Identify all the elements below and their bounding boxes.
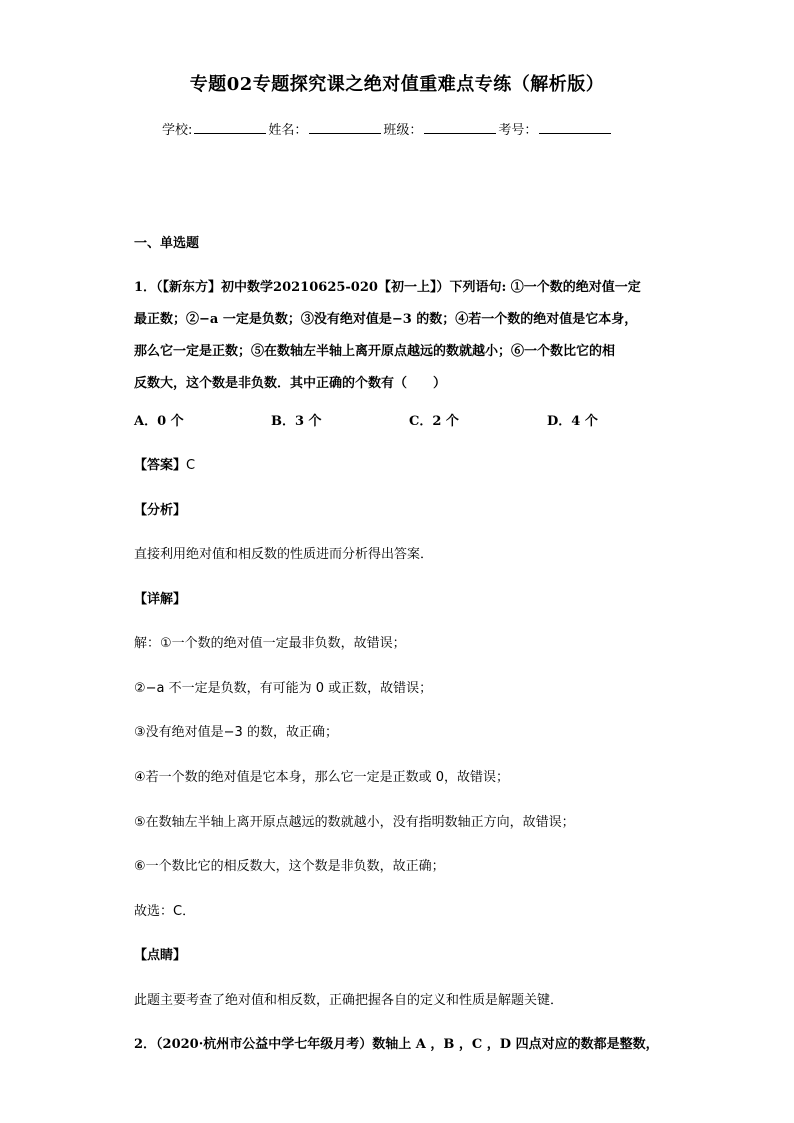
analysis-tag: 【分析】 — [134, 503, 187, 518]
question-1-line-1: 1．（【新东方】初中数学20210625-020【初一上】）下列语句: ①一个数的绝对值一定 — [134, 280, 641, 295]
detail-line: ②−a 不一定是负数，有可能为 0 或正数，故错误； — [134, 681, 433, 696]
question-2: 2．（2020·杭州市公益中学七年级月考）数轴上 A ，B ，C ，D 四点对应的数都是整数， — [134, 1037, 659, 1052]
question-1 — [134, 272, 674, 400]
document-title: 专题02专题探究课之绝对值重难点专练（解析版） — [189, 74, 605, 95]
student-info-line — [162, 119, 613, 138]
school-blank[interactable] — [194, 119, 266, 134]
detail-line: ⑤在数轴左半轴上离开原点越远的数就越小，没有指明数轴正方向，故错误； — [134, 815, 575, 830]
name-label: 姓名： — [268, 123, 308, 138]
class-blank[interactable] — [424, 119, 496, 134]
comment-text: 此题主要考查了绝对值和相反数，正确把握各自的定义和性质是解题关键． — [134, 993, 564, 1008]
option-b[interactable]: B．3 个 — [271, 414, 322, 429]
section-heading: 一、单选题 — [134, 236, 200, 251]
school-label: 学校: — [162, 123, 193, 138]
detail-line: 故选：C． — [134, 904, 196, 919]
exam-no-label: 考号： — [498, 123, 538, 138]
analysis-text: 直接利用绝对值和相反数的性质进而分析得出答案． — [134, 547, 434, 562]
detail-line: ⑥一个数比它的相反数大，这个数是非负数，故正确； — [134, 859, 445, 874]
question-1-line-4: 反数大，这个数是非负数．其中正确的个数有（ ） — [134, 376, 447, 391]
answer-line — [134, 454, 195, 473]
detail-line: ④若一个数的绝对值是它本身，那么它一定是正数或 0，故错误； — [134, 770, 510, 785]
option-a[interactable]: A．0 个 — [134, 414, 184, 429]
question-1-line-2: 最正数；②−a 一定是负数；③没有绝对值是−3 的数；④若一个数的绝对值是它本身， — [134, 312, 638, 327]
exam-no-blank[interactable] — [539, 119, 611, 134]
comment-tag: 【点睛】 — [134, 948, 187, 963]
answer-value: C — [186, 458, 196, 473]
question-1-line-3: 那么它一定是正数；⑤在数轴左半轴上离开原点越远的数就越小；⑥一个数比它的相 — [134, 344, 616, 359]
name-blank[interactable] — [309, 119, 381, 134]
detail-tag: 【详解】 — [134, 592, 187, 607]
detail-line: ③没有绝对值是−3 的数，故正确； — [134, 725, 338, 740]
option-d[interactable]: D．4 个 — [547, 414, 598, 429]
detail-line: 解：①一个数的绝对值一定最非负数，故错误； — [134, 636, 406, 651]
class-label: 班级： — [383, 123, 423, 138]
option-c[interactable]: C．2 个 — [409, 414, 459, 429]
answer-tag: 【答案】 — [134, 458, 187, 473]
